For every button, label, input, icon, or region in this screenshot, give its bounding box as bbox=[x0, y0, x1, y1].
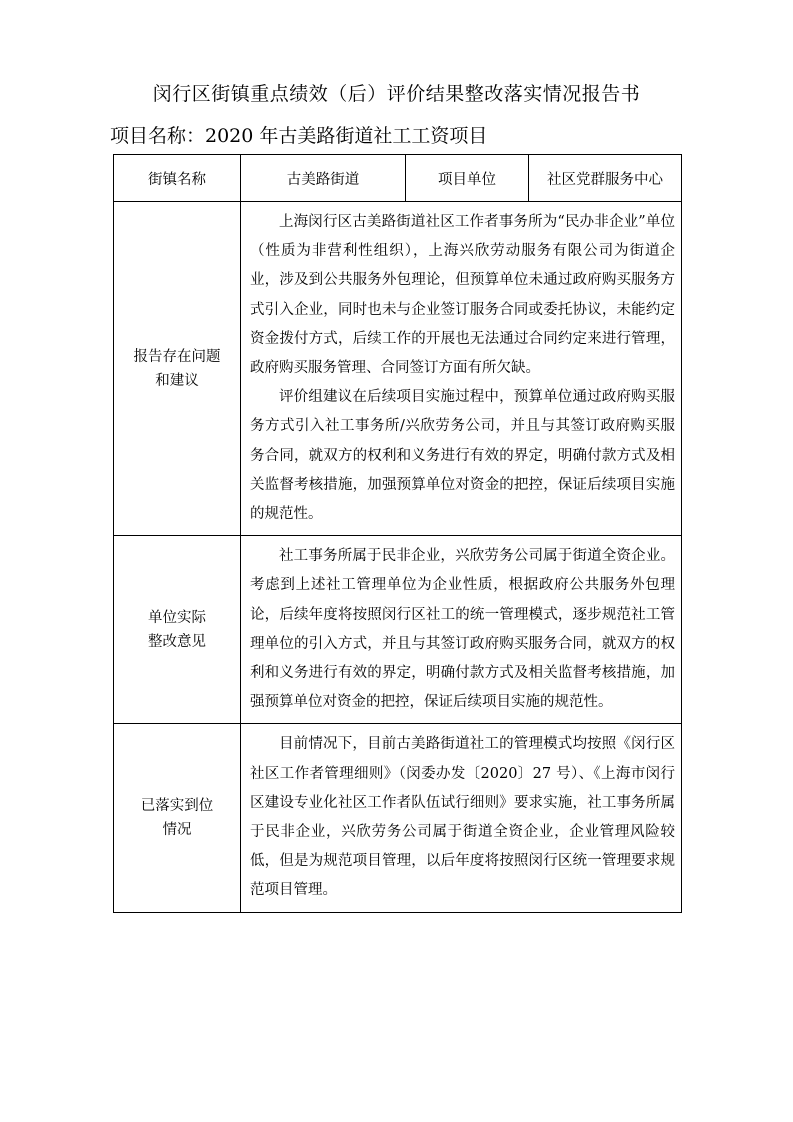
row-label-problems bbox=[114, 202, 241, 536]
header-row bbox=[114, 155, 682, 202]
report-table bbox=[113, 154, 682, 913]
row-label-line: 单位实际 bbox=[148, 609, 206, 626]
row-label-line: 情况 bbox=[162, 822, 192, 839]
paragraph: 评价组建议在后续项目实施过程中，预算单位通过政府购买服务方式引入社工事务所/兴欣劳务公司，并且与其签订政府购买服务合同，就双方的权利和义务进行有效的界定，明确付款方式及相关监督考核措施，加强预算单位对资金的把控，保证后续项目实施的规范性。 bbox=[250, 389, 675, 523]
row-label-line: 已落实到位 bbox=[140, 798, 214, 815]
table-row bbox=[114, 724, 682, 912]
street-name-value: 古美路街道 bbox=[241, 155, 406, 202]
row-label-line: 和建议 bbox=[155, 372, 199, 389]
row-label-line: 整改意见 bbox=[148, 633, 206, 650]
row-content-implemented bbox=[241, 724, 682, 912]
row-content-problems bbox=[241, 202, 682, 536]
project-unit-value: 社区党群服务中心 bbox=[529, 155, 682, 202]
table-row bbox=[114, 536, 682, 724]
row-label-rectification bbox=[114, 536, 241, 724]
project-name: 项目名称：2020 年古美路街道社工工资项目 bbox=[110, 125, 488, 147]
project-unit-label: 项目单位 bbox=[406, 155, 529, 202]
row-label-implemented bbox=[114, 724, 241, 912]
row-label-line: 报告存在问题 bbox=[133, 348, 221, 365]
row-content-rectification bbox=[241, 536, 682, 724]
paragraph: 上海闵行区古美路街道社区工作者事务所为“民办非企业”单位（性质为非营利性组织），上海兴欣劳动服务有限公司为街道企业，涉及到公共服务外包理论，但预算单位未通过政府购买服务方式引入企业，同时也未与企业签订服务合同或委托协议，未能约定资金拨付方式，后续工作的开展也无法通过合同约定来进行管理，政府购买服务管理、合同签订方面有所欠缺。 bbox=[250, 214, 675, 377]
document-title: 闵行区街镇重点绩效（后）评价结果整改落实情况报告书 bbox=[152, 83, 641, 105]
street-name-label: 街镇名称 bbox=[114, 155, 241, 202]
table-row bbox=[114, 202, 682, 536]
paragraph: 社工事务所属于民非企业，兴欣劳务公司属于街道全资企业。考虑到上述社工管理单位为企业性质，根据政府公共服务外包理论，后续年度将按照闵行区社工的统一管理模式，逐步规范社工管理单位的引入方式，并且与其签订政府购买服务合同，就双方的权利和义务进行有效的界定，明确付款方式及相关监督考核措施，加强预算单位对资金的把控，保证后续项目实施的规范性。 bbox=[250, 548, 675, 711]
paragraph: 目前情况下，目前古美路街道社工的管理模式均按照《闵行区社区工作者管理细则》（闵委办发〔2020〕27 号）、《上海市闵行区建设专业化社区工作者队伍试行细则》要求实施，社工事务所属于民非企业，兴欣劳务公司属于街道全资企业，企业管理风险较低，但是为规范项目管理，以后年度将按照闵行区统一管理要求规范项目管理。 bbox=[250, 736, 675, 899]
